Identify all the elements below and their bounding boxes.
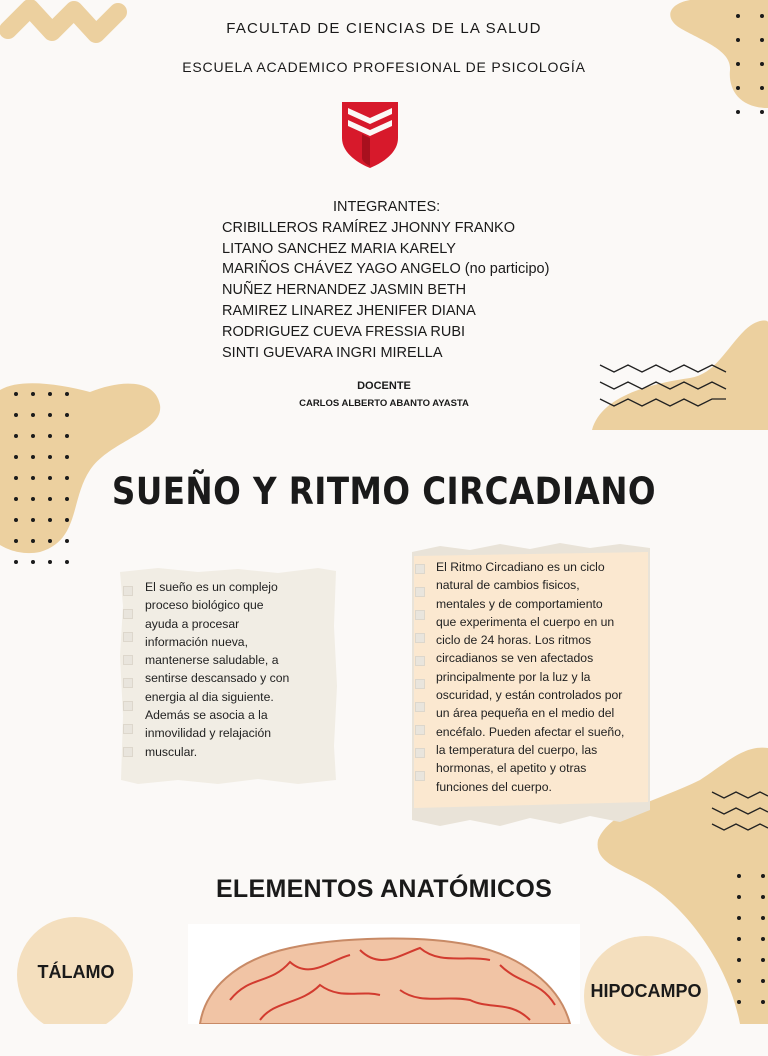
member-name: RODRIGUEZ CUEVA FRESSIA RUBI bbox=[222, 323, 466, 340]
note-right-text bbox=[436, 558, 624, 796]
faculty-name: FACULTAD DE CIENCIAS DE LA SALUD bbox=[226, 20, 542, 37]
note-line: funciones del cuerpo. bbox=[436, 779, 552, 794]
member-name: RAMIREZ LINAREZ JHENIFER DIANA bbox=[222, 302, 476, 319]
note-right bbox=[410, 540, 652, 828]
university-logo bbox=[340, 98, 400, 170]
members-list bbox=[222, 197, 549, 363]
note-line: muscular. bbox=[145, 744, 198, 759]
member-name: NUÑEZ HERNANDEZ JASMIN BETH bbox=[222, 282, 467, 299]
note-line: Además se asocia a la bbox=[145, 708, 268, 723]
teacher-label: DOCENTE bbox=[357, 380, 411, 392]
note-line: mentales y de comportamiento bbox=[436, 596, 603, 611]
note-line: principalmente por la luz y la bbox=[436, 669, 591, 684]
note-line: oscuridad, y están controlados por bbox=[436, 688, 623, 703]
note-line: mantenerse saludable, a bbox=[145, 653, 279, 668]
member-name: MARIÑOS CHÁVEZ YAGO ANGELO (no participo) bbox=[222, 261, 550, 278]
members-label: INTEGRANTES: bbox=[333, 199, 441, 215]
label-hipocampo: HIPOCAMPO bbox=[590, 981, 702, 1001]
note-line: sentirse descansado y con bbox=[145, 671, 290, 686]
note-line: El Ritmo Circadiano es un ciclo bbox=[436, 560, 605, 574]
note-line: energia al dia siguiente. bbox=[145, 689, 274, 704]
member-name: LITANO SANCHEZ MARIA KARELY bbox=[222, 240, 456, 257]
note-line: encéfalo. Pueden afectar el sueño, bbox=[436, 724, 625, 739]
note-line: ayuda a procesar bbox=[145, 616, 240, 631]
note-line: hormonas, el apetito y otras bbox=[436, 761, 587, 776]
note-right-checkboxes bbox=[415, 564, 425, 794]
note-line: circadianos se ven afectados bbox=[436, 651, 594, 666]
note-line: El sueño es un complejo bbox=[145, 580, 278, 594]
note-line: proceso biológico que bbox=[145, 598, 264, 613]
member-name: CRIBILLEROS RAMÍREZ JHONNY FRANKO bbox=[222, 219, 516, 236]
school-name: ESCUELA ACADEMICO PROFESIONAL DE PSICOLOGÍA bbox=[182, 59, 586, 75]
note-line: natural de cambios fisicos, bbox=[436, 578, 580, 593]
main-title: SUEÑO Y RITMO CIRCADIANO bbox=[111, 470, 657, 513]
note-left-text bbox=[145, 578, 289, 761]
teacher-name: CARLOS ALBERTO ABANTO AYASTA bbox=[299, 398, 469, 409]
note-line: inmovilidad y relajación bbox=[145, 726, 271, 741]
member-name: SINTI GUEVARA INGRI MIRELLA bbox=[222, 344, 443, 361]
note-line: que experimenta el cuerpo en un bbox=[436, 614, 615, 629]
note-line: un área pequeña en el medio del bbox=[436, 706, 615, 721]
note-line: información nueva, bbox=[145, 634, 248, 649]
note-left-checkboxes bbox=[123, 586, 133, 770]
note-line: la temperatura del cuerpo, las bbox=[436, 742, 598, 757]
blob-right-middle bbox=[592, 320, 768, 430]
circle-hipocampo bbox=[584, 936, 708, 1056]
note-left bbox=[118, 566, 338, 786]
label-talamo: TÁLAMO bbox=[37, 962, 115, 982]
note-line: ciclo de 24 horas. Los ritmos bbox=[436, 633, 592, 648]
section-title: ELEMENTOS ANATÓMICOS bbox=[215, 875, 553, 903]
